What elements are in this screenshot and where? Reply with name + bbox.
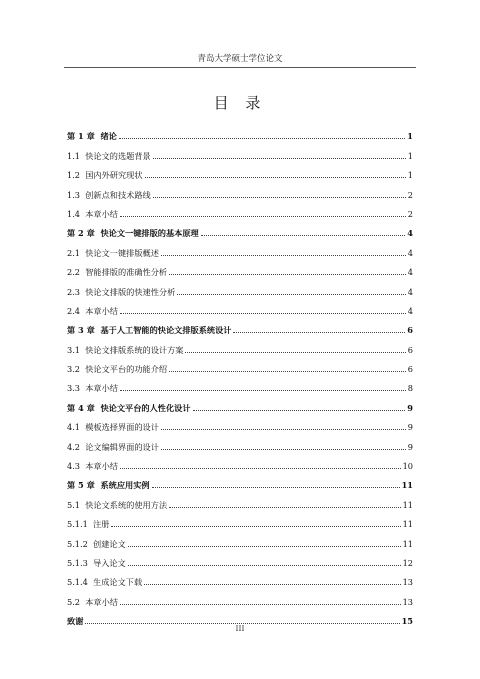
- toc-entry-page: 4: [407, 228, 413, 239]
- toc-entry-page: 8: [407, 383, 413, 394]
- toc-leader-dots: [185, 352, 405, 353]
- toc-entry-label: 4.2 论文编辑界面的设计: [67, 441, 159, 452]
- toc-section-entry[interactable]: [67, 549, 413, 568]
- toc-entry-page: 6: [407, 325, 413, 336]
- toc-entry-label: 2.3 快论文排版的快速性分析: [67, 286, 176, 297]
- toc-entry-page: 13: [402, 577, 413, 588]
- toc-leader-dots: [201, 235, 406, 236]
- toc-entry-label: 3.3 本章小结: [67, 383, 118, 394]
- toc-entry-label: 3.1 快论文排版系统的设计方案: [67, 344, 184, 355]
- toc-section-entry[interactable]: [67, 238, 413, 257]
- toc-section-entry[interactable]: [67, 568, 413, 587]
- toc-entry-label: 第 4 章 快论文平台的人性化设计: [67, 402, 191, 413]
- toc-section-entry[interactable]: [67, 374, 413, 393]
- toc-entry-page: 2: [407, 189, 413, 200]
- toc-entry-label: 2.4 本章小结: [67, 305, 118, 316]
- toc-entry-page: 4: [407, 305, 413, 316]
- toc-leader-dots: [120, 216, 406, 217]
- toc-leader-dots: [169, 371, 406, 372]
- toc-leader-dots: [120, 468, 401, 469]
- toc-leader-dots: [169, 274, 406, 275]
- toc-entry-label: 致谢: [67, 616, 84, 627]
- toc-leader-dots: [128, 565, 401, 566]
- toc-entry-page: 9: [407, 441, 413, 452]
- toc-entry-label: 第 5 章 系统应用实例: [67, 480, 150, 491]
- toc-entry-page: 10: [402, 461, 413, 472]
- toc-entry-page: 4: [407, 247, 413, 258]
- toc-section-entry[interactable]: [67, 413, 413, 432]
- toc-entry-label: 5.1 快论文系统的使用方法: [67, 499, 168, 510]
- toc-entry-label: 4.1 模板选择界面的设计: [67, 422, 159, 433]
- toc-entry-page: 11: [401, 480, 413, 491]
- toc-entry-page: 1: [407, 131, 413, 142]
- toc-section-entry[interactable]: [67, 200, 413, 219]
- toc-section-entry[interactable]: [67, 297, 413, 316]
- toc-leader-dots: [161, 255, 406, 256]
- toc-leader-dots: [161, 429, 406, 430]
- toc-leader-dots: [153, 158, 406, 159]
- toc-section-entry[interactable]: [67, 490, 413, 509]
- toc-chapter-entry[interactable]: [67, 122, 413, 141]
- toc-chapter-entry[interactable]: [67, 393, 413, 412]
- toc-leader-dots: [177, 294, 405, 295]
- toc-entry-page: 9: [407, 422, 413, 433]
- toc-leader-dots: [119, 138, 405, 139]
- toc-leader-dots: [120, 390, 406, 391]
- toc-entry-page: 2: [407, 208, 413, 219]
- toc-section-entry[interactable]: [67, 529, 413, 548]
- toc-section-entry[interactable]: [67, 587, 413, 606]
- toc-entry-page: 4: [407, 286, 413, 297]
- toc-leader-dots: [120, 604, 401, 605]
- toc-entry-page: 1: [407, 170, 413, 181]
- toc-leader-dots: [144, 584, 400, 585]
- toc-section-entry[interactable]: [67, 355, 413, 374]
- toc-entry-page: 6: [407, 364, 413, 375]
- toc-leader-dots: [120, 313, 406, 314]
- toc-section-entry[interactable]: [67, 180, 413, 199]
- running-header: 青岛大学硕士学位论文: [64, 52, 416, 68]
- toc-entry-label: 5.1.3 导入论文: [67, 557, 126, 568]
- toc-entry-page: 6: [407, 344, 413, 355]
- toc-entry-label: 第 3 章 基于人工智能的快论文排版系统设计: [67, 325, 232, 336]
- toc-entry-label: 1.3 创新点和技术路线: [67, 189, 151, 200]
- toc-section-entry[interactable]: [67, 432, 413, 451]
- toc-section-entry[interactable]: [67, 510, 413, 529]
- toc-leader-dots: [153, 197, 406, 198]
- toc-chapter-entry[interactable]: [67, 316, 413, 335]
- toc-entry-label: 5.2 本章小结: [67, 596, 118, 607]
- toc-entry-page: 9: [407, 402, 413, 413]
- toc-entry-label: 4.3 本章小结: [67, 461, 118, 472]
- toc-entry-label: 1.1 快论文的选题背景: [67, 150, 151, 161]
- toc-leader-dots: [161, 449, 406, 450]
- toc-entry-label: 2.1 快论文一键排版概述: [67, 247, 159, 258]
- toc-entry-label: 5.1.2 创建论文: [67, 538, 126, 549]
- toc-entry-label: 1.4 本章小结: [67, 208, 118, 219]
- toc-leader-dots: [128, 546, 401, 547]
- toc-entry-label: 第 1 章 绪论: [67, 131, 117, 142]
- toc-entry-label: 5.1.4 生成论文下载: [67, 577, 143, 588]
- toc-leader-dots: [233, 332, 405, 333]
- toc-entry-page: 12: [402, 557, 413, 568]
- toc-chapter-entry[interactable]: [67, 471, 413, 490]
- toc-section-entry[interactable]: [67, 277, 413, 296]
- toc-section-entry[interactable]: [67, 161, 413, 180]
- toc-leader-dots: [152, 487, 400, 488]
- toc-entry-page: 15: [401, 616, 413, 627]
- toc-entry-page: 11: [402, 519, 413, 530]
- page-number: III: [235, 624, 245, 633]
- toc-entry-label: 3.2 快论文平台的功能介绍: [67, 364, 168, 375]
- toc-entry-label: 1.2 国内外研究现状: [67, 170, 143, 181]
- toc-section-entry[interactable]: [67, 258, 413, 277]
- toc-entry-page: 4: [407, 267, 413, 278]
- toc-leader-dots: [111, 526, 400, 527]
- toc-entry-label: 5.1.1 注册: [67, 519, 110, 530]
- toc-entry-page: 11: [402, 538, 413, 549]
- toc-entry-page: 11: [402, 499, 413, 510]
- toc-leader-dots: [193, 410, 406, 411]
- toc-entry-page: 13: [402, 596, 413, 607]
- toc-section-entry[interactable]: [67, 335, 413, 354]
- toc-title: 目 录: [213, 94, 267, 112]
- toc-chapter-entry[interactable]: [67, 219, 413, 238]
- toc-entry-label: 2.2 智能排版的准确性分析: [67, 267, 168, 278]
- toc-leader-dots: [145, 177, 406, 178]
- toc-entry-page: 1: [407, 150, 413, 161]
- toc-section-entry[interactable]: [67, 141, 413, 160]
- toc-section-entry[interactable]: [67, 452, 413, 471]
- table-of-contents: [67, 122, 413, 626]
- toc-entry-label: 第 2 章 快论文一键排版的基本原理: [67, 228, 199, 239]
- toc-leader-dots: [169, 507, 400, 508]
